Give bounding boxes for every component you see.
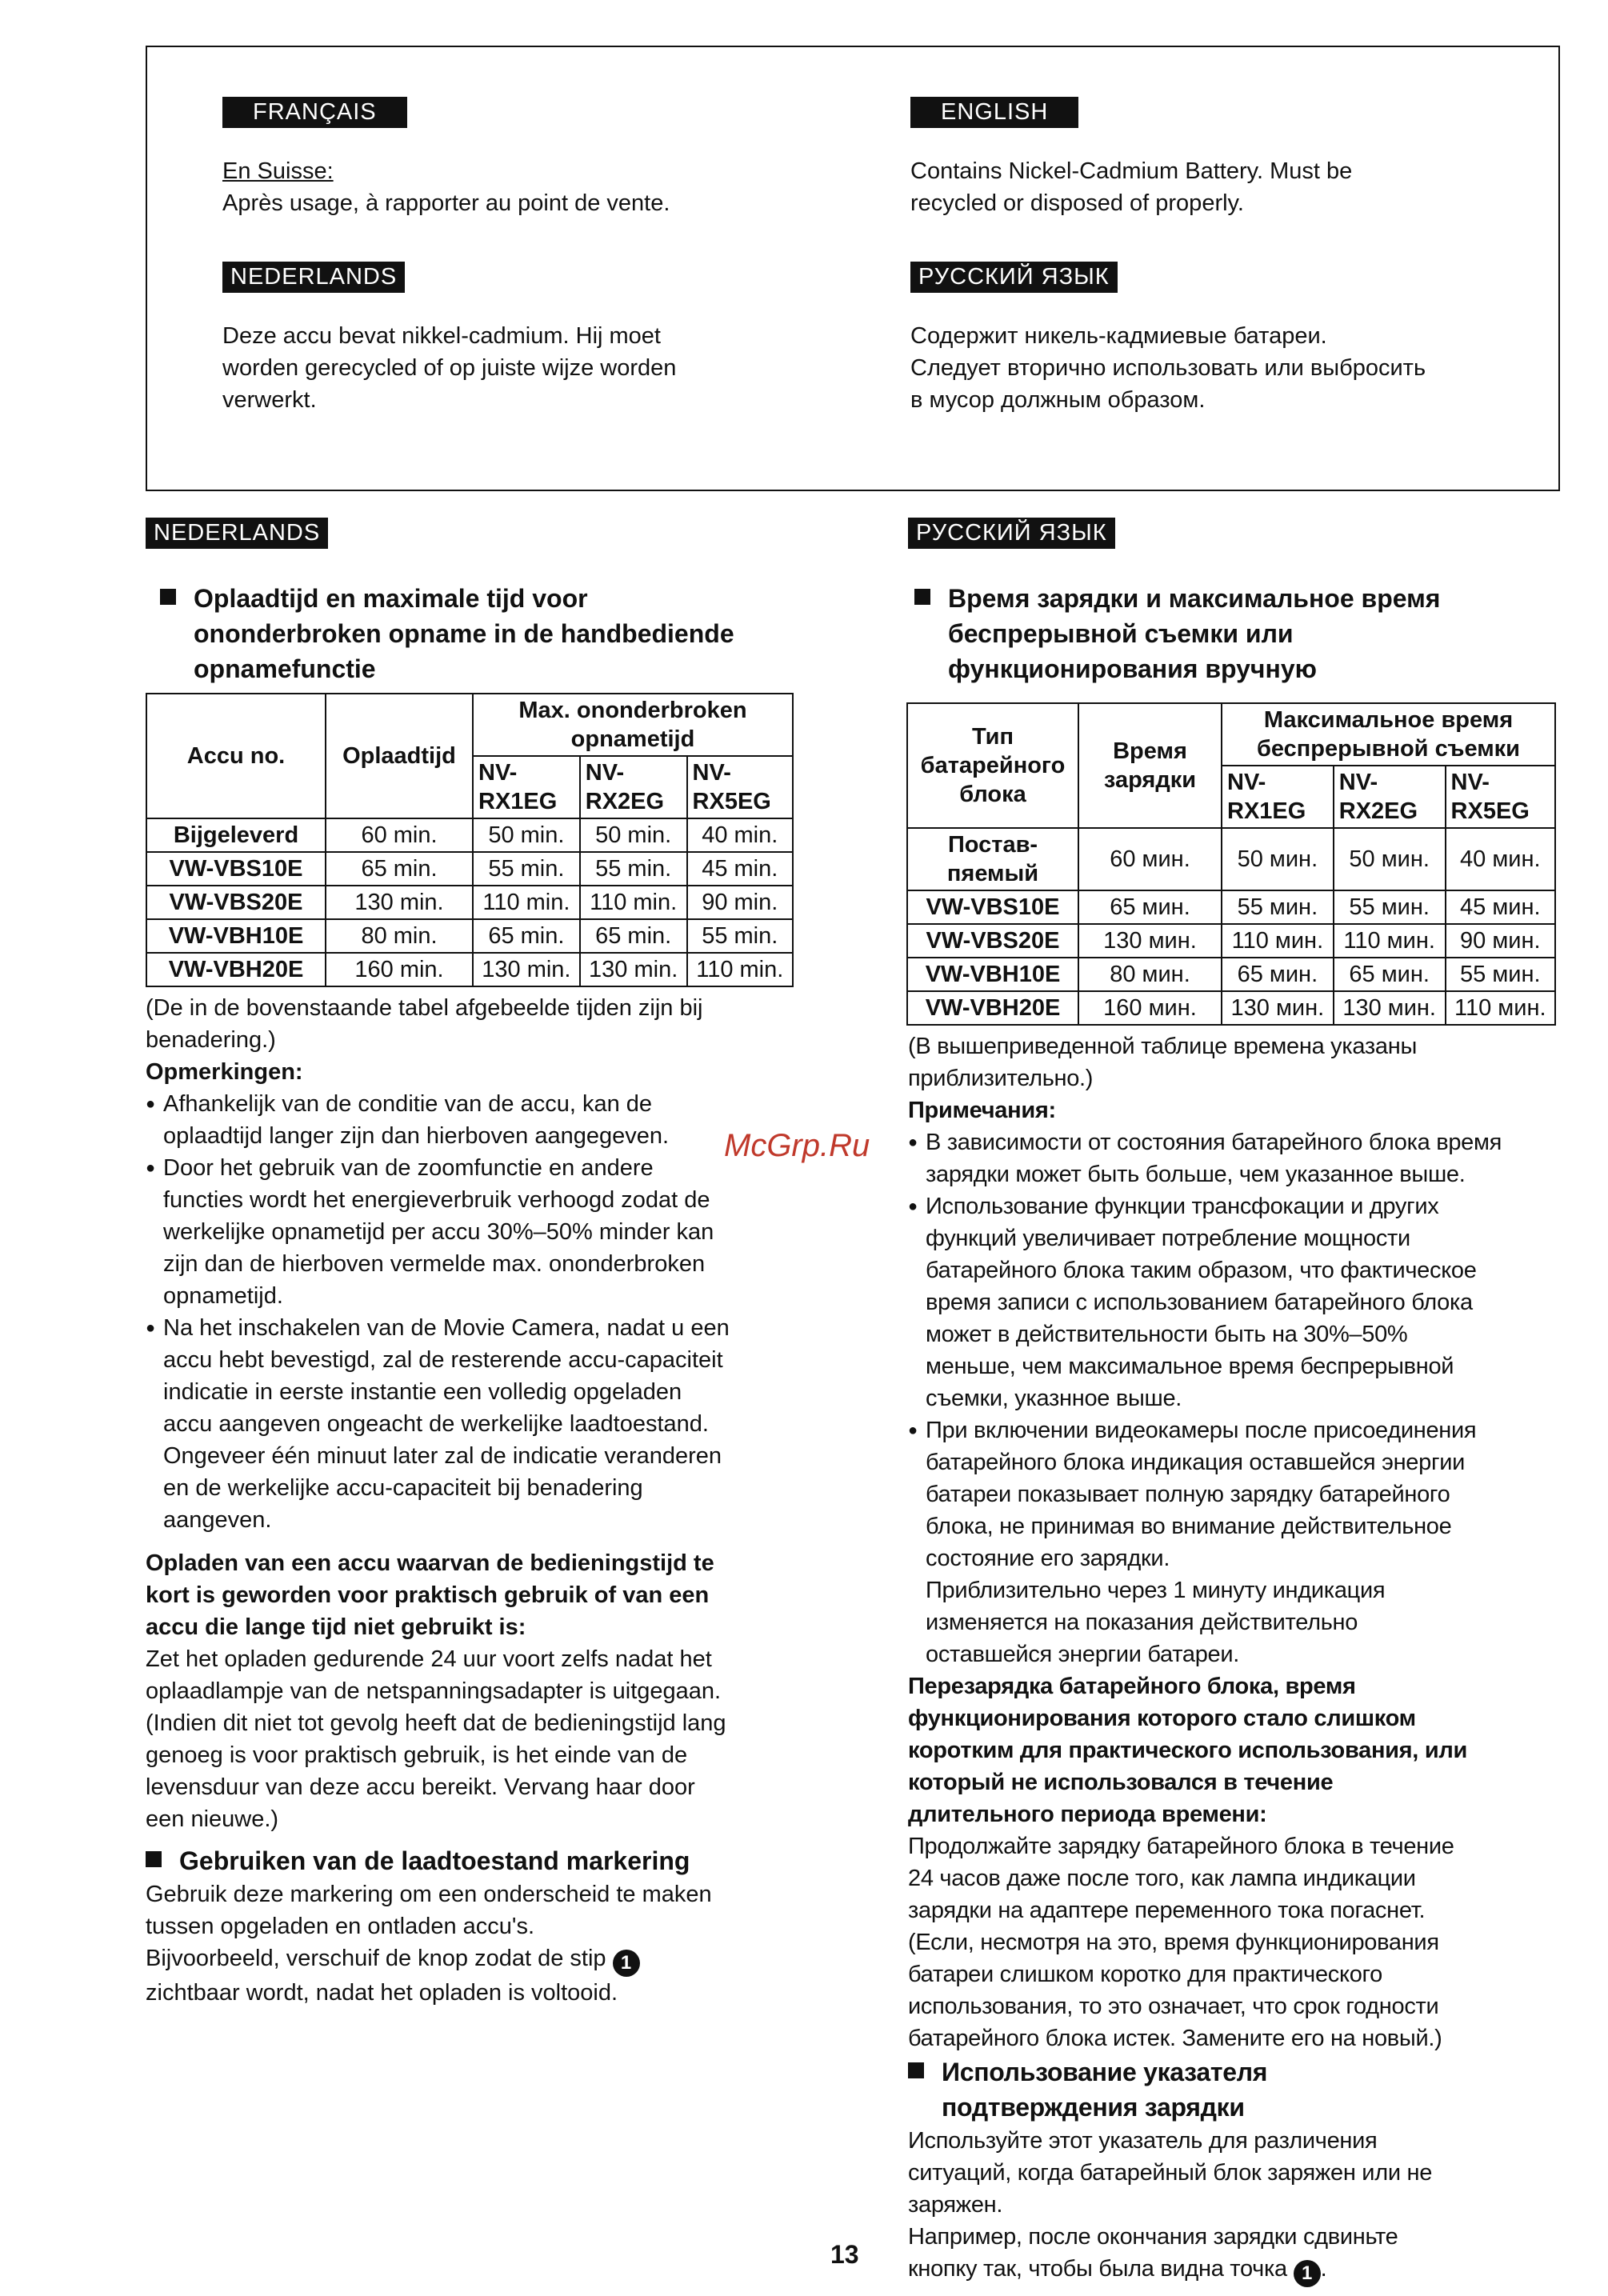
fr-title: En Suisse: bbox=[222, 158, 334, 184]
model-header: NV- RX5EG bbox=[1446, 766, 1555, 828]
lang-tag-russian: РУССКИЙ ЯЗЫК bbox=[910, 262, 1118, 293]
ru-text-line: в мусор должным образом. bbox=[910, 387, 1206, 413]
col-max-time: Максимальное время беспрерывной съемки bbox=[1222, 703, 1555, 766]
ru-marker-text: Используйте этот указатель для различения ситуаций, когда батарейный блок заряжен или не заряжен. Например, после окончания зарядки сдвиньте кнопку так, чтобы была видна точка 1 . bbox=[908, 2125, 1568, 2287]
top-fr-section bbox=[222, 97, 670, 219]
table-row: Bijgeleverd 60 min. 50 min. 50 min. 40 min. bbox=[146, 818, 793, 852]
top-en-section bbox=[910, 97, 1352, 219]
ru-text-line: Содержит никель-кадмиевые батареи. bbox=[910, 323, 1327, 349]
col-charge-time: Oplaadtijd bbox=[326, 694, 473, 818]
table-row: VW-VBH10E 80 мин. 65 мин. 65 мин. 55 мин. bbox=[907, 958, 1555, 991]
watermark: McGrp.Ru bbox=[724, 1128, 870, 1163]
list-item: ● Door het gebruik van de zoomfunctie en andere functies wordt het energieverbruik verhoogd zodat de werkelijke opnametijd per accu 30%–50% minder kan zijn dan de hierboven vermelde max. ononderbroken opnametijd. bbox=[146, 1152, 802, 1312]
nl-marker-text: Gebruik deze markering om een onderscheid te maken tussen opgeladen en ontladen accu's. Bijvoorbeeld, verschuif de knop zodat de stip 1 zichtbaar wordt, nadat het opladen is voltooid. bbox=[146, 1882, 712, 2006]
square-bullet-icon bbox=[908, 2062, 924, 2078]
col-max-time: Max. ononderbroken opnametijd bbox=[473, 694, 793, 756]
table-row: VW-VBS20E 130 min. 110 min. 110 min. 90 min. bbox=[146, 886, 793, 919]
table-row: VW-VBH20E 160 min. 130 min. 130 min. 110 min. bbox=[146, 953, 793, 986]
nl-heading: Oplaadtijd en maximale tijd voor ononderbroken opname in de handbediende opnamefunctie bbox=[160, 581, 802, 686]
en-text-line: recycled or disposed of properly. bbox=[910, 190, 1244, 216]
table-row: VW-VBS20E 130 мин. 110 мин. 110 мин. 90 мин. bbox=[907, 924, 1555, 958]
model-header: NV- RX2EG bbox=[580, 756, 687, 818]
ru-marker-heading: Использование указателя подтверждения зарядки bbox=[908, 2054, 1568, 2125]
circle-number-icon: 1 bbox=[613, 1950, 640, 1977]
ru-recharge-text: Продолжайте зарядку батарейного блока в течение 24 часов даже после того, как лампа индикации зарядки на адаптере переменного тока погаснет. (Если, несмотря на это, время функционирования батареи слишком коротко для практического использования, то это означает, что срок годности батарейного блока истек. Замените его на новый.) bbox=[908, 1834, 1454, 2051]
col-battery-type: Тип батарейного блока bbox=[907, 703, 1078, 828]
table-row: VW-VBS10E 65 мин. 55 мин. 55 мин. 45 мин. bbox=[907, 890, 1555, 924]
model-header: NV- RX5EG bbox=[687, 756, 793, 818]
circle-number-icon: 1 bbox=[1294, 2260, 1321, 2287]
nl-column bbox=[146, 518, 802, 2009]
ru-column bbox=[908, 518, 1568, 2287]
lang-tag-russian: РУССКИЙ ЯЗЫК bbox=[908, 518, 1115, 549]
nl-marker-heading: Gebruiken van de laadtoestand markering bbox=[146, 1843, 802, 1878]
nl-body: (De in de bovenstaande tabel afgebeelde tijden zijn bij benadering.) Opmerkingen: ● Afhankelijk van de conditie van de accu, kan de oplaadtijd langer zijn dan hierboven aangegeven. ● Door het gebruik van de zoomfunctie en andere functies wordt het energieverbruik verhoogd zodat de werkelijke opnametijd per accu 30%–50% minder kan zijn dan de hierboven vermelde max. ononderbroken opnametijd. ● Na het inschakelen van de Movie Camera, nadat u een accu hebt bevestigd, zal de resterende accu-capaciteit indicatie in eerste instantie een volledig opgeladen accu aangeven ongeacht de werkelijke laadtoestand. Ongeveer één minuut later zal de indicatie veranderen en de werkelijke accu-capaciteit bij benadering aangeven. Opladen van een accu waarvan de bedieningstijd te kort is geworden voor praktisch gebruik of van een accu die lange tijd niet gebruikt is: Zet het opladen gedurende 24 uur voort zelfs nadat het oplaadlampje van de netspanningsadapter is uitgegaan. (Indien dit niet tot gevolg heeft dat de bedieningstijd lang genoeg is voor praktisch gebruik, is het einde van de levensduur van deze accu bereikt. Vervang haar door een nieuwe.) Gebruiken van de laadtoestand markering Gebruik deze markering om een onderscheid te maken tussen opgeladen en ontladen accu's. Bijvoorbeeld, verschuif de knop zodat de stip 1 zichtbaar wordt, nadat het opladen is voltooid. bbox=[146, 992, 802, 2009]
list-item: ● Na het inschakelen van de Movie Camera, nadat u een accu hebt bevestigd, zal de resterende accu-capaciteit indicatie in eerste instantie een volledig opgeladen accu aangeven ongeacht de werkelijke laadtoestand. Ongeveer één minuut later zal de indicatie veranderen en de werkelijke accu-capaciteit bij benadering aangeven. bbox=[146, 1312, 802, 1536]
model-header: NV- RX2EG bbox=[1334, 766, 1446, 828]
table-row: Постав- пяемый 60 мин. 50 мин. 50 мин. 40 мин. bbox=[907, 828, 1555, 890]
lang-tag-nederlands: NEDERLANDS bbox=[146, 518, 328, 549]
square-bullet-icon bbox=[146, 1851, 162, 1867]
nl-recharge-title: Opladen van een accu waarvan de bedieningstijd te kort is geworden voor praktisch gebruik of van een accu die lange tijd niet gebruikt is: bbox=[146, 1550, 714, 1640]
square-bullet-icon bbox=[914, 589, 930, 605]
list-item: ● В зависимости от состояния батарейного блока время зарядки может быть больше, чем указанное выше. bbox=[908, 1126, 1568, 1190]
model-header: NV- RX1EG bbox=[473, 756, 580, 818]
top-nl-section bbox=[222, 262, 676, 416]
nl-remarks-list bbox=[146, 1088, 802, 1536]
model-header: NV- RX1EG bbox=[1222, 766, 1334, 828]
table-row: VW-VBS10E 65 min. 55 min. 55 min. 45 min. bbox=[146, 852, 793, 886]
nl-recharge-text: Zet het opladen gedurende 24 uur voort zelfs nadat het oplaadlampje van de netspanningsadapter is uitgegaan. (Indien dit niet tot gevolg heeft dat de bedieningstijd lang genoeg is voor praktisch gebruik, is het einde van de levensduur van deze accu bereikt. Vervang haar door een nieuwe.) bbox=[146, 1646, 726, 1832]
ru-charging-table bbox=[906, 702, 1556, 1026]
ru-text-line: Следует вторично использовать или выбросить bbox=[910, 355, 1426, 381]
square-bullet-icon bbox=[160, 589, 176, 605]
lang-tag-francais: FRANÇAIS bbox=[222, 97, 407, 128]
top-ru-section bbox=[910, 262, 1426, 416]
lang-tag-english: ENGLISH bbox=[910, 97, 1078, 128]
ru-recharge-title: Перезарядка батарейного блока, время функционирования которого стало слишком коротким для практического использования, или который не использовался в течение длительного периода времени: bbox=[908, 1674, 1467, 1827]
ru-remarks-title: Примечания: bbox=[908, 1098, 1056, 1123]
ru-body: (В вышеприведенной таблице времена указаны приблизительно.) Примечания: ● В зависимости от состояния батарейного блока время зарядки может быть больше, чем указанное выше. ● Использование функции трансфокации и других функций увеличивает потребление мощности батарейного блока таким образом, что фактическое время записи с использованием батарейного блока может в действительности быть на 30%–50% меньше, чем максимальное время беспрерывной съемки, указнное выше. ● При включении видеокамеры после присоединения батарейного блока индикация оставшейся энергии батареи показывает полную зарядку батарейного блока, не принимая во внимание действительное состояние его зарядки. Приблизительно через 1 минуту индикация изменяется на показания действительно оставшейся энергии батареи. Перезарядка батарейного блока, время функционирования которого стало слишком коротким для практического использования, или который не использовался в течение длительного периода времени: Продолжайте зарядку батарейного блока в течение 24 часов даже после того, как лампа индикации зарядки на адаптере переменного тока погаснет. (Если, несмотря на это, время функционирования батареи слишком коротко для практического использования, то это означает, что срок годности батарейного блока истек. Замените его на новый.) Использование указателя подтверждения зарядки Используйте этот указатель для различения ситуаций, когда батарейный блок заряжен или не заряжен. Например, после окончания зарядки сдвиньте кнопку так, чтобы была видна точка 1 . bbox=[908, 1030, 1568, 2287]
nl-remarks-title: Opmerkingen: bbox=[146, 1059, 303, 1085]
page-number: 13 bbox=[830, 2240, 859, 2269]
nl-charging-table bbox=[146, 693, 794, 987]
en-text-line: Contains Nickel-Cadmium Battery. Must be bbox=[910, 158, 1353, 184]
nl-text-line: Deze accu bevat nikkel-cadmium. Hij moet bbox=[222, 323, 661, 349]
list-item: ● Afhankelijk van de conditie van de accu, kan de oplaadtijd langer zijn dan hierboven aangegeven. bbox=[146, 1088, 802, 1152]
table-row: VW-VBH10E 80 min. 65 min. 65 min. 55 min. bbox=[146, 919, 793, 953]
nl-text-line: worden gerecycled of op juiste wijze worden bbox=[222, 355, 677, 381]
list-item: ● При включении видеокамеры после присоединения батарейного блока индикация оставшейся энергии батареи показывает полную зарядку батарейного блока, не принимая во внимание действительное состояние его зарядки. Приблизительно через 1 минуту индикация изменяется на показания действительно оставшейся энергии батареи. bbox=[908, 1414, 1568, 1670]
table-row: VW-VBH20E 160 мин. 130 мин. 130 мин. 110 мин. bbox=[907, 991, 1555, 1025]
fr-text: Après usage, à rapporter au point de vente. bbox=[222, 190, 670, 216]
list-item: ● Использование функции трансфокации и других функций увеличивает потребление мощности батарейного блока таким образом, что фактическое время записи с использованием батарейного блока может в действительности быть на 30%–50% меньше, чем максимальное время беспрерывной съемки, указнное выше. bbox=[908, 1190, 1568, 1414]
lang-tag-nederlands: NEDERLANDS bbox=[222, 262, 405, 293]
nl-text-line: verwerkt. bbox=[222, 387, 317, 413]
ru-remarks-list bbox=[908, 1126, 1568, 1670]
ru-heading: Время зарядки и максимальное время беспрерывной съемки или функционирования вручную bbox=[914, 581, 1568, 686]
col-charge-time: Время зарядки bbox=[1078, 703, 1222, 828]
col-accu-no: Accu no. bbox=[146, 694, 326, 818]
